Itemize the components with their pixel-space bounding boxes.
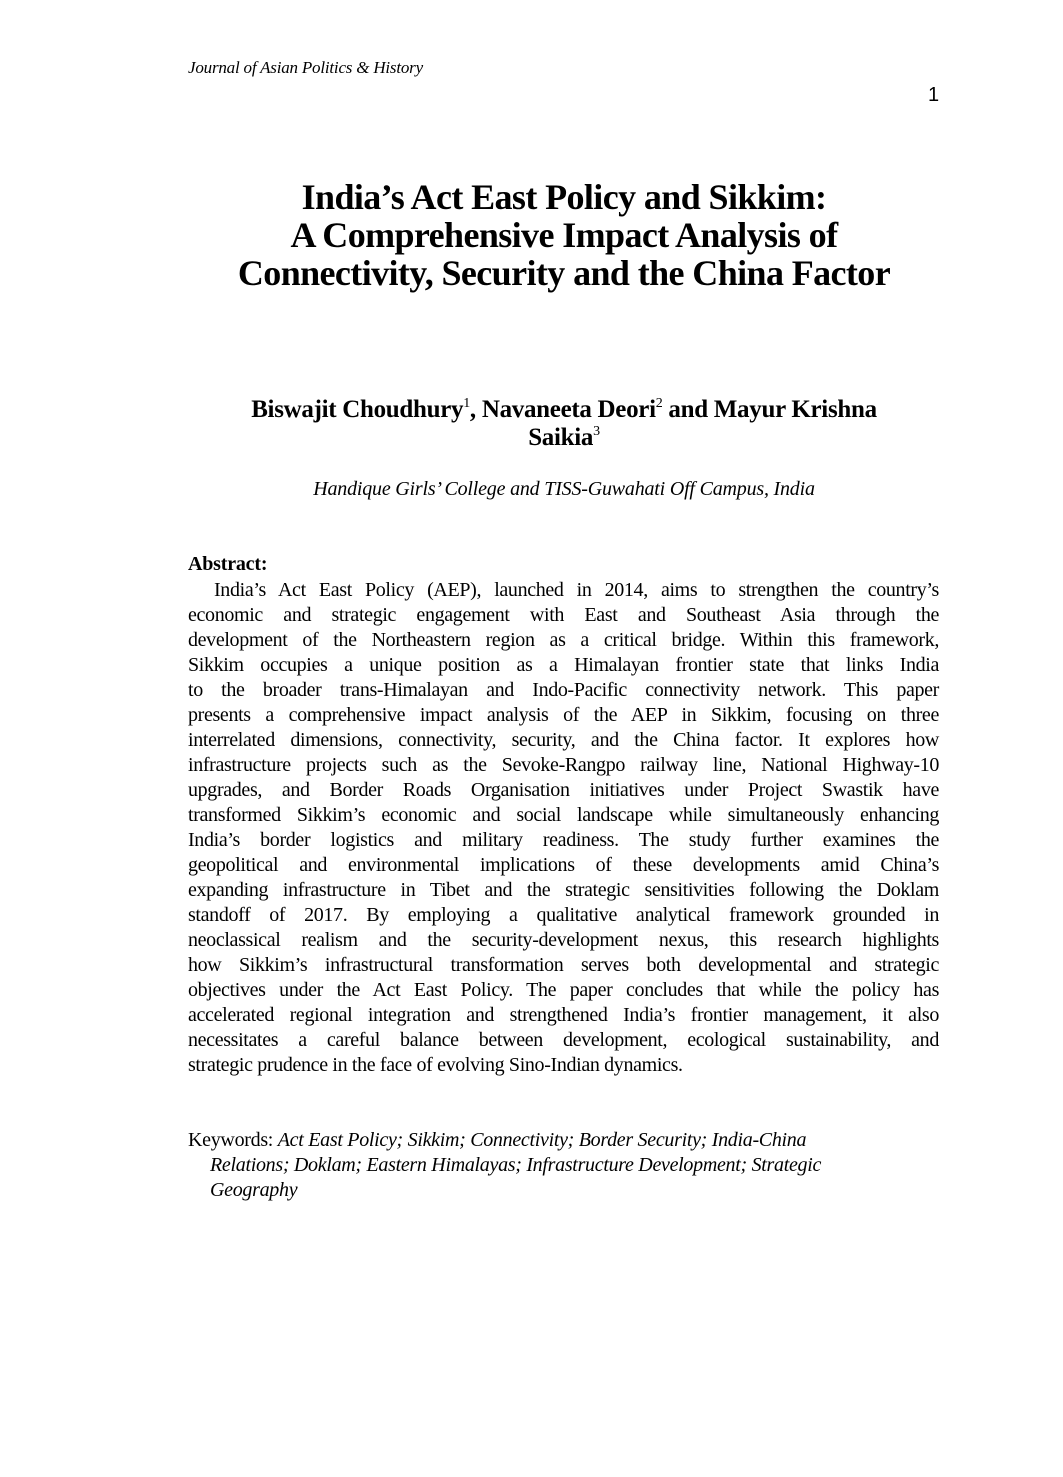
- abstract-line: expanding infrastructure in Tibet and the strategic sensitivities following the Doklam: [188, 879, 939, 901]
- abstract-line: accelerated regional integration and strengthened India’s frontier management, it also: [188, 1004, 939, 1026]
- abstract-line: infrastructure projects such as the Sevoke-Rangpo railway line, National Highway-10: [188, 754, 939, 776]
- affiliation-mark: 1: [463, 396, 470, 411]
- affiliation-mark: 2: [655, 396, 663, 411]
- title-line: Connectivity, Security and the China Factor: [237, 253, 891, 293]
- affiliation: Handique Girls’ College and TISS-Guwahati Off Campus, India: [313, 478, 815, 500]
- abstract-heading: Abstract:: [188, 553, 268, 575]
- author-separator: ,: [469, 396, 482, 423]
- abstract-body: [188, 578, 939, 1078]
- abstract-line: economic and strategic engagement with East and Southeast Asia through the: [188, 604, 939, 626]
- page-number: 1: [928, 84, 940, 106]
- author-line: [188, 396, 940, 424]
- affiliation-mark: 3: [593, 424, 600, 439]
- abstract-line: necessitates a careful balance between development, ecological sustainability, and: [188, 1029, 939, 1051]
- author-line: [188, 424, 940, 452]
- author-name-continued: Saikia: [528, 424, 594, 451]
- keywords-text: Geography: [210, 1179, 298, 1201]
- abstract-line: transformed Sikkim’s economic and social landscape while simultaneously enhancing: [188, 804, 939, 826]
- abstract-line: Sikkim occupies a unique position as a Himalayan frontier state that links India: [188, 654, 939, 676]
- abstract-line: interrelated dimensions, connectivity, security, and the China factor. It explores how: [188, 729, 939, 751]
- title-line: India’s Act East Policy and Sikkim:: [301, 177, 827, 217]
- keywords-text: Act East Policy; Sikkim; Connectivity; Border Security; India-China: [277, 1129, 807, 1151]
- author-name: Navaneeta Deori: [481, 396, 656, 423]
- abstract-line: to the broader trans-Himalayan and Indo-Pacific connectivity network. This paper: [188, 679, 939, 701]
- paper-title: [160, 178, 968, 292]
- abstract-line: how Sikkim’s infrastructural transformation serves both developmental and strategic: [188, 954, 939, 976]
- keywords: [188, 1128, 948, 1203]
- abstract-line: objectives under the Act East Policy. The paper concludes that while the policy has: [188, 979, 939, 1001]
- author-name: Biswajit Choudhury: [251, 396, 464, 423]
- abstract-line: standoff of 2017. By employing a qualitative analytical framework grounded in: [188, 904, 939, 926]
- abstract-line: India’s Act East Policy (AEP), launched in 2014, aims to strengthen the country’s: [214, 579, 939, 601]
- abstract-line: neoclassical realism and the security-development nexus, this research highlights: [188, 929, 939, 951]
- abstract-line: India’s border logistics and military readiness. The study further examines the: [188, 829, 939, 851]
- abstract-line: presents a comprehensive impact analysis of the AEP in Sikkim, focusing on three: [188, 704, 939, 726]
- keywords-line: [188, 1128, 948, 1153]
- author-name: Mayur Krishna: [713, 396, 877, 423]
- abstract-line: geopolitical and environmental implications of these developments amid China’s: [188, 854, 939, 876]
- keywords-text: Relations; Doklam; Eastern Himalayas; Infrastructure Development; Strategic: [210, 1154, 822, 1176]
- title-line: A Comprehensive Impact Analysis of: [290, 215, 838, 255]
- abstract-line: upgrades, and Border Roads Organisation initiatives under Project Swastik have: [188, 779, 939, 801]
- abstract-line: strategic prudence in the face of evolving Sino-Indian dynamics.: [188, 1054, 683, 1076]
- author-separator: and: [662, 396, 714, 423]
- journal-running-header: Journal of Asian Politics & History: [188, 58, 423, 77]
- abstract-line: development of the Northeastern region as a critical bridge. Within this framework,: [188, 629, 939, 651]
- keywords-label: Keywords:: [188, 1129, 278, 1151]
- author-list: [188, 396, 940, 452]
